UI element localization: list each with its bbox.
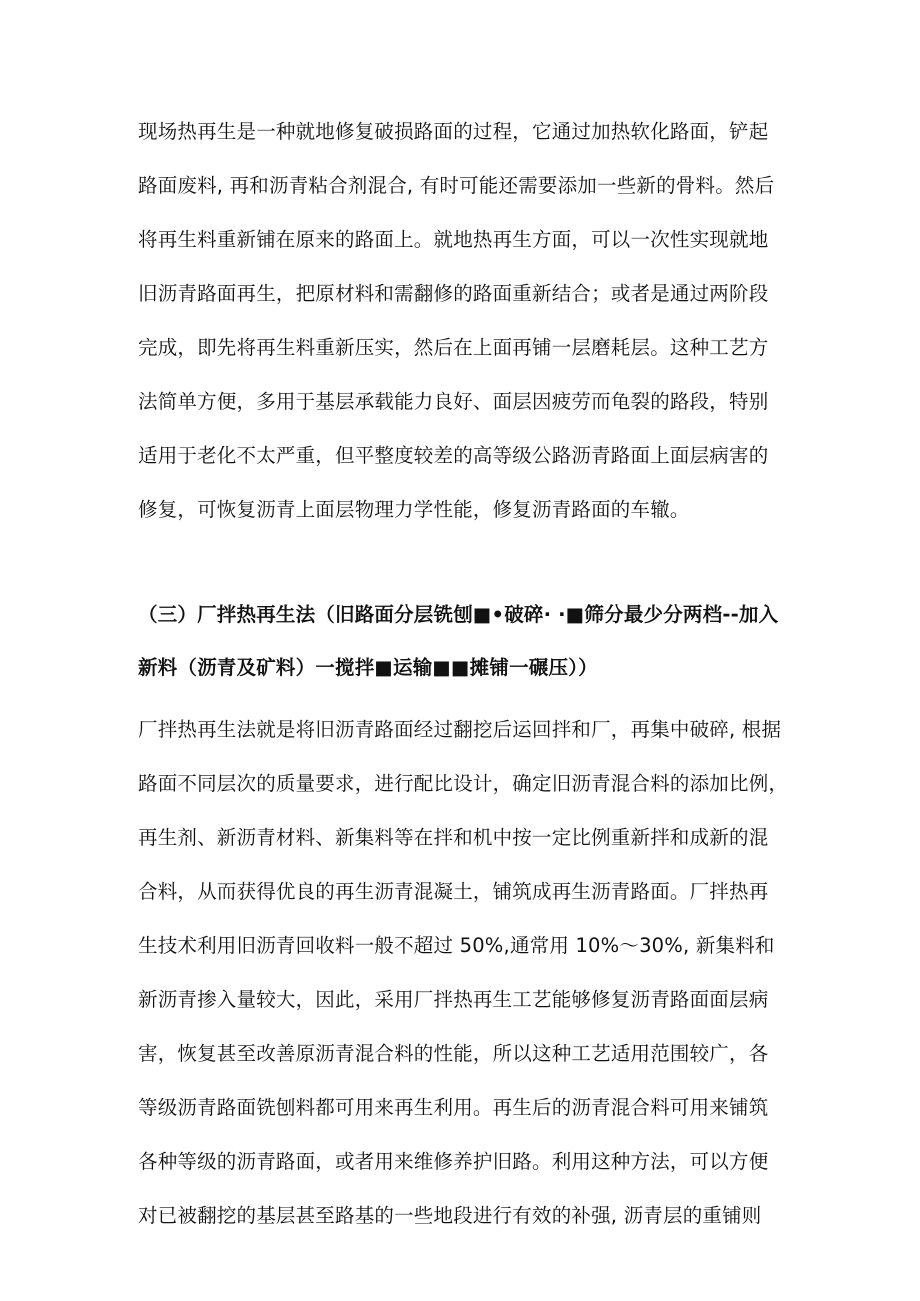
text-line: 合料，从而获得优良的再生沥青混凝土，铺筑成再生沥青路面。厂拌热再: [138, 880, 769, 903]
text-line: 完成，即先将再生料重新压实，然后在上面再铺一层磨耗层。这种工艺方: [138, 336, 769, 359]
heading-line: （三）厂拌热再生法（旧路面分层铣刨■•破碎· ·■筛分最少分两档--加入: [138, 603, 779, 626]
text-line: 生技术利用旧沥青回收料一般不超过 50%,通常用 10%～30%, 新集料和: [138, 934, 775, 957]
paragraph-plant-hot-recycling: [138, 703, 798, 1243]
text-line: 现场热再生是一种就地修复破损路面的过程，它通过加热软化路面，铲起: [138, 120, 769, 143]
text-line: 将再生料重新铺在原来的路面上。就地热再生方面，可以一次性实现就地: [138, 228, 769, 251]
text-line: 各种等级的沥青路面，或者用来维修养护旧路。利用这种方法，可以方便: [138, 1150, 769, 1173]
text-line: 新沥青掺入量较大，因此，采用厂拌热再生工艺能够修复沥青路面面层病: [138, 988, 769, 1011]
text-line: 路面不同层次的质量要求，进行配比设计，确定旧沥青混合料的添加比例，: [138, 772, 789, 795]
text-line: 路面废料, 再和沥青粘合剂混合, 有时可能还需要添加一些新的骨料。然后: [138, 174, 775, 197]
paragraph-in-place-hot-recycling: [138, 105, 798, 537]
text-line: 对已被翻挖的基层甚至路基的一些地段进行有效的补强, 沥青层的重铺则: [138, 1204, 762, 1227]
text-line: 等级沥青路面铣刨料都可用来再生利用。再生后的沥青混合料可用来铺筑: [138, 1096, 769, 1119]
text-line: 适用于老化不太严重，但平整度较差的高等级公路沥青路面上面层病害的: [138, 444, 769, 467]
text-line: 厂拌热再生法就是将旧沥青路面经过翻挖后运回拌和厂，再集中破碎, 根据: [138, 718, 782, 741]
text-line: 修复，可恢复沥青上面层物理力学性能，修复沥青路面的车辙。: [138, 498, 690, 521]
text-line: 法简单方便，多用于基层承载能力良好、面层因疲劳而龟裂的路段，特别: [138, 390, 769, 413]
heading-line: 新料（沥青及矿料）一搅拌■运输■■摊铺一碾压））: [138, 656, 598, 679]
text-line: 旧沥青路面再生，把原材料和需翻修的路面重新结合；或者是通过两阶段: [138, 282, 769, 305]
section-heading-plant-hot-recycling: [138, 588, 798, 694]
text-line: 害，恢复甚至改善原沥青混合料的性能，所以这种工艺适用范围较广，各: [138, 1042, 769, 1065]
text-line: 再生剂、新沥青材料、新集料等在拌和机中按一定比例重新拌和成新的混: [138, 826, 769, 849]
